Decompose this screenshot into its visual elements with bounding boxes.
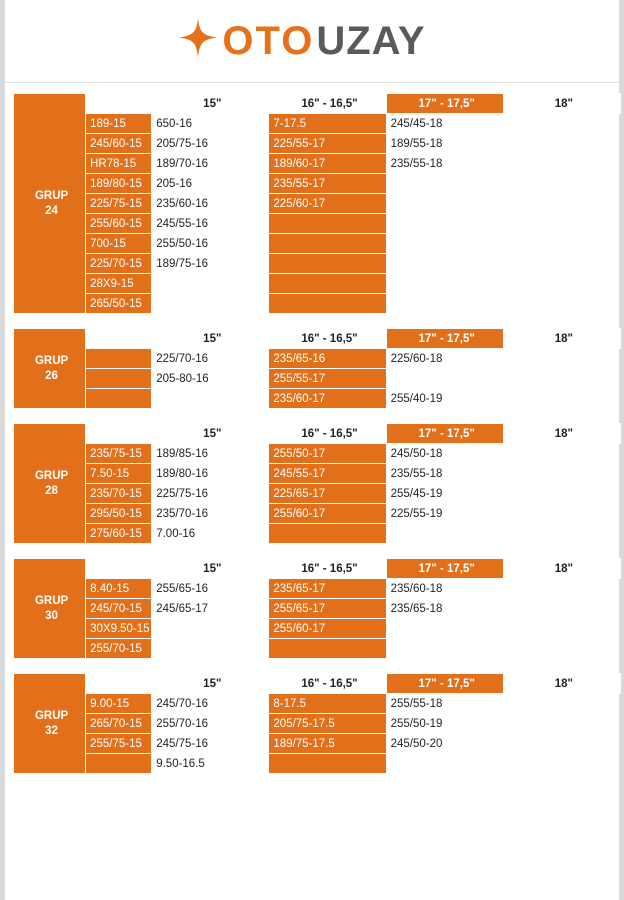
tire-size-cell: 189/80-15: [86, 174, 152, 194]
group-table: [13, 558, 621, 659]
tire-size-cell: 205-80-16: [152, 369, 269, 389]
tire-size-cell: HR78-15: [86, 154, 152, 174]
table-row: [14, 274, 621, 294]
tire-size-cell: 235/70-15: [86, 484, 152, 504]
table-row: [14, 579, 621, 599]
group-label-word: GRUP: [34, 595, 69, 608]
table-row: [14, 389, 621, 409]
tire-size-cell: 245/70-16: [152, 694, 269, 714]
group-label-number: 30: [45, 609, 58, 622]
brand-name-secondary: UZAY: [316, 19, 426, 63]
tire-size-cell: 189/55-18: [386, 134, 503, 154]
tire-size-cell: 275/60-15: [86, 524, 152, 544]
tire-size-cell: [86, 369, 152, 389]
tire-size-cell: 225/70-16: [152, 349, 269, 369]
brand-logo: [178, 18, 425, 64]
header-spacer-cell: [86, 674, 152, 694]
table-row: [14, 639, 621, 659]
tire-size-cell: 9.00-15: [86, 694, 152, 714]
tire-size-cell: [386, 194, 503, 214]
tire-size-cell: [269, 214, 386, 234]
tire-size-cell: 235/70-16: [152, 504, 269, 524]
tire-size-cell: 255/65-16: [152, 579, 269, 599]
header-spacer-cell: [86, 94, 152, 114]
table-row: [14, 294, 621, 314]
tire-size-cell: 189/75-16: [152, 254, 269, 274]
table-row: [14, 754, 621, 774]
table-row: [14, 254, 621, 274]
tire-size-cell: 235/55-18: [386, 464, 503, 484]
tire-size-cell: [386, 254, 503, 274]
column-header: 16" - 16,5": [269, 559, 386, 579]
tire-size-cell: [386, 619, 503, 639]
tire-size-cell: [86, 754, 152, 774]
column-header: 17" - 17,5": [386, 674, 503, 694]
tire-size-cell: 255/60-15: [86, 214, 152, 234]
table-row: [14, 349, 621, 369]
tire-size-cell: 8.40-15: [86, 579, 152, 599]
table-row: [14, 369, 621, 389]
tire-size-cell: 295/50-15: [86, 504, 152, 524]
tire-size-cell: [386, 754, 503, 774]
group-label-word: GRUP: [34, 355, 69, 368]
tire-size-cell: 245/75-16: [152, 734, 269, 754]
table-row: [14, 174, 621, 194]
tire-size-cell: 225/75-16: [152, 484, 269, 504]
group-table: [13, 328, 621, 409]
column-header: 15": [152, 559, 269, 579]
tire-size-cell: 235/60-18: [386, 579, 503, 599]
header-spacer-cell: [86, 329, 152, 349]
tire-size-cell: [269, 639, 386, 659]
column-header: 16" - 16,5": [269, 329, 386, 349]
tire-size-cell: [386, 369, 503, 389]
tire-size-cell: 245/55-17: [269, 464, 386, 484]
tire-size-cell: 255/70-16: [152, 714, 269, 734]
table-row: [14, 619, 621, 639]
group-label-number: 32: [45, 724, 58, 737]
tire-size-cell: 245/50-18: [386, 444, 503, 464]
table-row: [14, 134, 621, 154]
header-spacer-cell: [86, 559, 152, 579]
tire-size-cell: [386, 294, 503, 314]
group-label-number: 24: [45, 204, 58, 217]
column-header: 15": [152, 94, 269, 114]
tire-size-cell: [386, 639, 503, 659]
table-row: [14, 234, 621, 254]
tire-size-cell: [269, 274, 386, 294]
tire-size-cell: 225/70-15: [86, 254, 152, 274]
tire-size-cell: 7-17.5: [269, 114, 386, 134]
column-header: 16" - 16,5": [269, 94, 386, 114]
tire-size-cell: [152, 639, 269, 659]
tire-size-cell: 255/60-17: [269, 504, 386, 524]
tire-size-cell: [386, 214, 503, 234]
tire-size-cell: 235/55-18: [386, 154, 503, 174]
column-header: 17" - 17,5": [386, 559, 503, 579]
column-header: 18": [503, 424, 620, 444]
tire-size-cell: 189-15: [86, 114, 152, 134]
group-label-cell: [14, 674, 86, 774]
tire-size-cell: 225/60-18: [386, 349, 503, 369]
tire-size-cell: 189/85-16: [152, 444, 269, 464]
table-row: [14, 734, 621, 754]
tire-size-cell: [86, 349, 152, 369]
tire-size-cell: 235/60-16: [152, 194, 269, 214]
tire-size-cell: 245/50-20: [386, 734, 503, 754]
tire-size-cell: 189/80-16: [152, 464, 269, 484]
tire-size-cell: 205-16: [152, 174, 269, 194]
tire-size-cell: 265/70-15: [86, 714, 152, 734]
column-header: 17" - 17,5": [386, 329, 503, 349]
tire-size-cell: 255/50-19: [386, 714, 503, 734]
tire-size-cell: 235/65-16: [269, 349, 386, 369]
tire-size-cell: 235/55-17: [269, 174, 386, 194]
tire-size-cell: 255/45-19: [386, 484, 503, 504]
tire-size-cell: 28X9-15: [86, 274, 152, 294]
tire-size-cell: 235/65-18: [386, 599, 503, 619]
tire-size-cell: 245/55-16: [152, 214, 269, 234]
group-label-word: GRUP: [34, 190, 69, 203]
table-row: [14, 114, 621, 134]
column-header: 15": [152, 674, 269, 694]
column-header: 18": [503, 674, 620, 694]
table-row: [14, 464, 621, 484]
header-spacer-cell: [86, 424, 152, 444]
table-header-row: [14, 94, 621, 114]
column-header: 16" - 16,5": [269, 424, 386, 444]
tire-size-cell: [269, 254, 386, 274]
tire-size-cell: [152, 294, 269, 314]
tire-size-cell: 225/75-15: [86, 194, 152, 214]
table-row: [14, 599, 621, 619]
tire-size-cell: 8-17.5: [269, 694, 386, 714]
table-row: [14, 504, 621, 524]
tire-size-cell: 255/75-15: [86, 734, 152, 754]
tire-size-cell: 235/75-15: [86, 444, 152, 464]
group-label-cell: [14, 559, 86, 659]
tire-size-cell: 245/60-15: [86, 134, 152, 154]
tire-size-cell: 189/60-17: [269, 154, 386, 174]
group-label-word: GRUP: [34, 470, 69, 483]
tire-size-cell: 700-15: [86, 234, 152, 254]
group-label-cell: [14, 329, 86, 409]
tire-size-cell: 225/65-17: [269, 484, 386, 504]
tire-size-cell: [86, 389, 152, 409]
tire-size-cell: 650-16: [152, 114, 269, 134]
column-header: 18": [503, 329, 620, 349]
tire-size-cell: [386, 174, 503, 194]
tire-size-cell: [269, 234, 386, 254]
table-row: [14, 214, 621, 234]
tire-size-cell: 189/75-17.5: [269, 734, 386, 754]
tire-size-cell: 255/60-17: [269, 619, 386, 639]
tire-size-cell: [269, 524, 386, 544]
tire-size-cell: 9.50-16.5: [152, 754, 269, 774]
column-header: 16" - 16,5": [269, 674, 386, 694]
tire-size-cell: 225/55-19: [386, 504, 503, 524]
column-header: 15": [152, 329, 269, 349]
group-label-number: 28: [45, 484, 58, 497]
tire-size-cell: 255/55-17: [269, 369, 386, 389]
tire-size-cell: 265/50-15: [86, 294, 152, 314]
tire-size-cell: 245/70-15: [86, 599, 152, 619]
column-header: 15": [152, 424, 269, 444]
group-table: [13, 93, 621, 314]
tire-size-cell: 7.50-15: [86, 464, 152, 484]
group-label-word: GRUP: [34, 710, 69, 723]
tire-size-cell: 255/50-16: [152, 234, 269, 254]
tire-size-cell: [269, 294, 386, 314]
column-header: 18": [503, 559, 620, 579]
tire-size-cell: 255/55-18: [386, 694, 503, 714]
tire-size-cell: 235/65-17: [269, 579, 386, 599]
table-header-row: [14, 424, 621, 444]
tire-size-cell: 245/65-17: [152, 599, 269, 619]
tire-size-cell: 205/75-16: [152, 134, 269, 154]
tire-size-cell: 255/40-19: [386, 389, 503, 409]
tire-size-cell: [269, 754, 386, 774]
tire-size-cell: 205/75-17.5: [269, 714, 386, 734]
table-row: [14, 524, 621, 544]
group-table: [13, 673, 621, 774]
group-label-number: 26: [45, 369, 58, 382]
tire-size-cell: [386, 274, 503, 294]
logo-header: [5, 0, 619, 83]
tire-size-cell: 7.00-16: [152, 524, 269, 544]
group-label-cell: [14, 94, 86, 314]
group-table: [13, 423, 621, 544]
table-row: [14, 484, 621, 504]
spark-icon: [178, 18, 218, 64]
tire-size-cell: 255/70-15: [86, 639, 152, 659]
table-row: [14, 694, 621, 714]
tire-size-tables: [5, 83, 619, 774]
tire-size-cell: 189/70-16: [152, 154, 269, 174]
tire-size-cell: [152, 274, 269, 294]
column-header: 18": [503, 94, 620, 114]
table-row: [14, 194, 621, 214]
tire-size-cell: [386, 524, 503, 544]
tire-size-cell: 235/60-17: [269, 389, 386, 409]
column-header: 17" - 17,5": [386, 424, 503, 444]
table-row: [14, 444, 621, 464]
table-header-row: [14, 329, 621, 349]
brand-name-primary: OTO: [222, 19, 315, 63]
tire-size-cell: 255/50-17: [269, 444, 386, 464]
tire-size-cell: [386, 234, 503, 254]
table-header-row: [14, 674, 621, 694]
column-header: 17" - 17,5": [386, 94, 503, 114]
tire-size-cell: 245/45-18: [386, 114, 503, 134]
tire-size-cell: 225/55-17: [269, 134, 386, 154]
table-row: [14, 714, 621, 734]
tire-size-cell: 225/60-17: [269, 194, 386, 214]
tire-size-cell: 255/65-17: [269, 599, 386, 619]
group-label-cell: [14, 424, 86, 544]
tire-size-cell: [152, 619, 269, 639]
tire-size-cell: 30X9.50-15: [86, 619, 152, 639]
table-row: [14, 154, 621, 174]
tire-size-cell: [152, 389, 269, 409]
table-header-row: [14, 559, 621, 579]
